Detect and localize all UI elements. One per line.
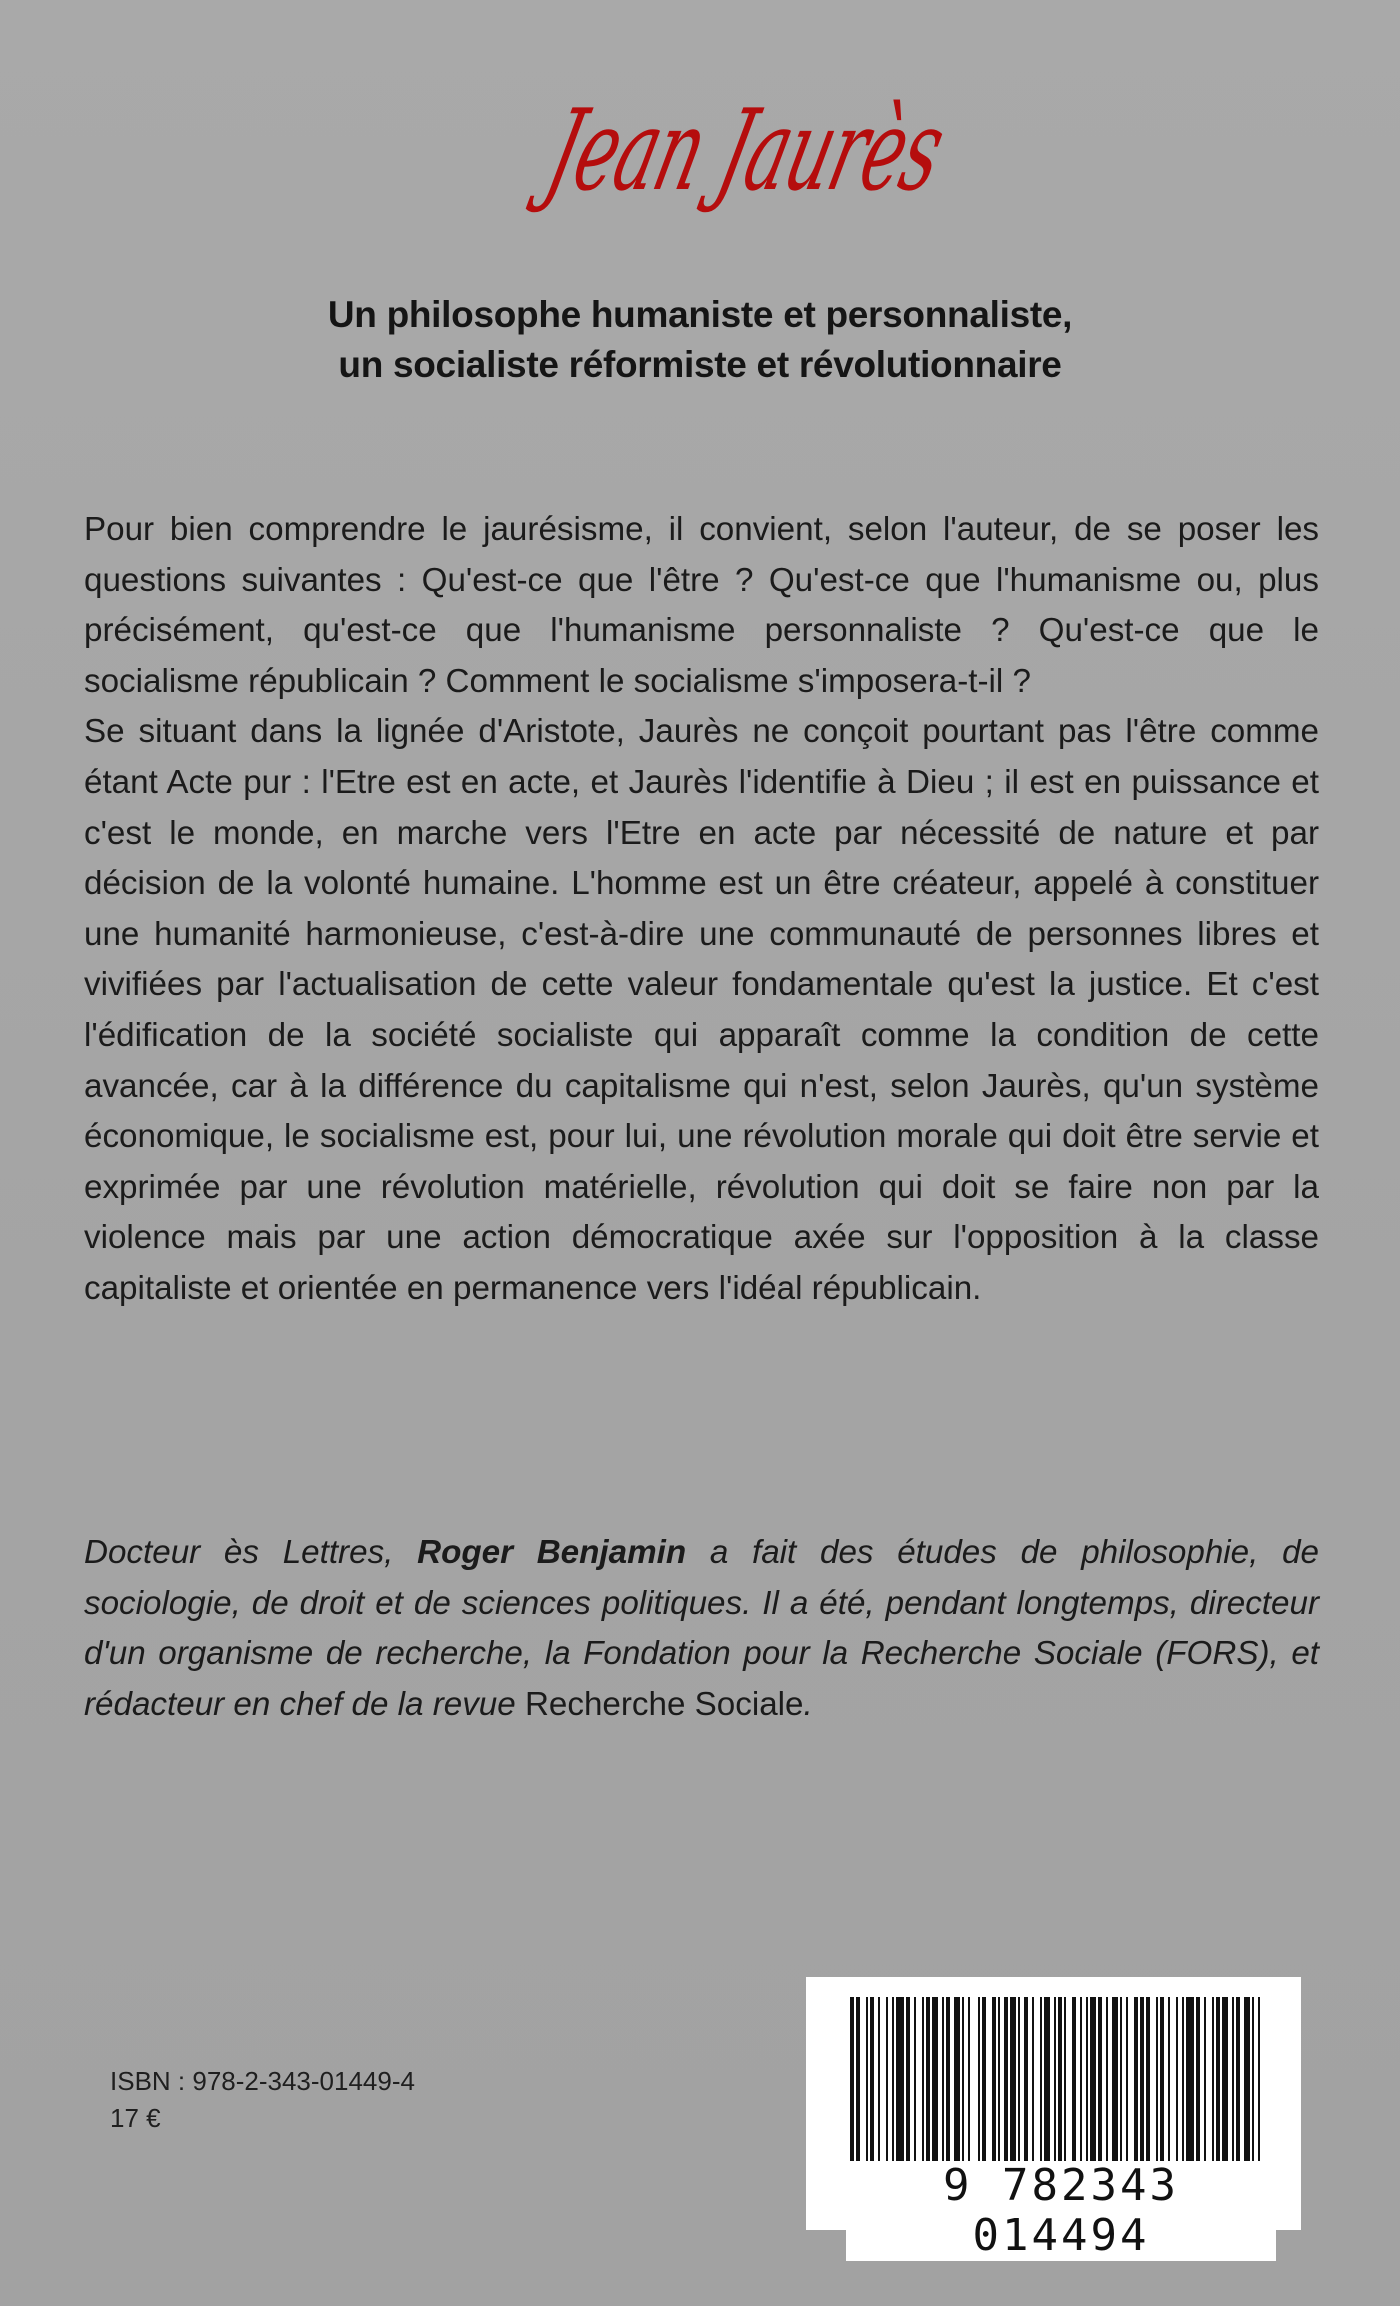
- barcode-bar: [878, 1997, 880, 2165]
- bio-suffix: .: [803, 1685, 813, 1723]
- barcode-bar: [1160, 1997, 1164, 2165]
- barcode-bar: [942, 1997, 944, 2165]
- barcode-bar: [914, 1997, 916, 2165]
- barcode-bar: [1064, 1997, 1066, 2165]
- title-area: [0, 86, 1400, 216]
- barcode-bar: [1168, 1997, 1170, 2165]
- barcode-bar: [866, 1997, 868, 2165]
- barcode-bar: [1040, 1997, 1042, 2165]
- barcode-bar: [1236, 1997, 1240, 2165]
- barcode-bar: [1196, 1997, 1200, 2165]
- barcode-bar: [978, 1997, 980, 2165]
- barcode-bar: [1244, 1997, 1250, 2165]
- book-subtitle: [0, 290, 1400, 390]
- bio-journal: Recherche Sociale: [524, 1685, 804, 1723]
- barcode-bar: [926, 1997, 930, 2165]
- barcode-bar: [1112, 1997, 1118, 2165]
- barcode: [806, 1977, 1301, 2261]
- bio-author-name: Roger Benjamin: [417, 1534, 687, 1571]
- barcode-bar: [1010, 1997, 1016, 2165]
- isbn-text: ISBN : 978-2-343-01449-4: [110, 2066, 415, 2096]
- barcode-bar: [1186, 1997, 1194, 2165]
- price-text: 17 €: [110, 2103, 161, 2133]
- isbn-price-block: [110, 2063, 415, 2137]
- barcode-bar: [1058, 1997, 1062, 2165]
- subtitle-line-2: un socialiste réformiste et révolutionnaire: [338, 344, 1062, 385]
- barcode-bar: [1252, 1997, 1254, 2165]
- barcode-bar: [1024, 1997, 1028, 2165]
- barcode-bar: [1106, 1997, 1108, 2165]
- subtitle-line-1: Un philosophe humaniste et personnaliste,: [327, 294, 1073, 335]
- barcode-bar: [968, 1997, 970, 2165]
- barcode-bar: [992, 1997, 996, 2165]
- summary-text: [84, 505, 1319, 1315]
- barcode-bar: [906, 1997, 910, 2165]
- author-title: Jean Jaurès: [535, 86, 955, 216]
- barcode-bar: [1258, 1997, 1260, 2165]
- bio-text: a fait des études de philosophie, de sociologie, de droit et de sciences politiques. Il a été, pendant longtemps, directeur d'un organisme de recherche, la Fondation pour la Recherche Sociale (FORS), et rédacteur en chef de la revue: [84, 1534, 1319, 1723]
- barcode-bar: [932, 1997, 938, 2165]
- barcode-bar: [1080, 1997, 1082, 2165]
- barcode-bar: [892, 1997, 894, 2165]
- barcode-bar: [1098, 1997, 1102, 2165]
- barcode-bar: [954, 1997, 960, 2165]
- barcode-bar: [1232, 1997, 1234, 2165]
- barcode-bar: [896, 1997, 904, 2165]
- bio-paragraph: [84, 1528, 1319, 1730]
- summary-paragraph-1: Pour bien comprendre le jaurésisme, il convient, selon l'auteur, de se poser les questions suivantes : Qu'est-ce que l'être ? Qu'est-ce que l'humanisme ou, plus précisément, qu'est-ce que l'humanisme personnaliste ? Qu'est-ce que le socialisme républicain ? Comment le socialisme s'imposera-t-il ?: [84, 511, 1319, 700]
- barcode-bar: [1032, 1997, 1034, 2165]
- barcode-bar: [1004, 1997, 1008, 2165]
- barcode-bar: [1212, 1997, 1214, 2165]
- barcode-bar: [1182, 1997, 1184, 2165]
- barcode-bar: [1044, 1997, 1050, 2165]
- barcode-bar: [946, 1997, 950, 2165]
- barcode-bar: [922, 1997, 924, 2165]
- barcode-bar: [1156, 1997, 1158, 2165]
- barcode-bar: [1176, 1997, 1178, 2165]
- summary-paragraph-2: Se situant dans la lignée d'Aristote, Jaurès ne conçoit pourtant pas l'être comme étant Acte pur : l'Etre est en acte, et Jaurès l'identifie à Dieu ; il est en puissance et c'est le monde, en marche vers l'Etre en acte par nécessité de nature et par décision de la volonté humaine. L'homme est un être créateur, appelé à constituer une humanité harmonieuse, c'est-à-dire une communauté de personnes libres et vivifiées par l'actualisation de cette valeur fondamentale qu'est la justice. Et c'est l'édification de la société socialiste qui apparaît comme la condition de cette avancée, car à la différence du capitalisme qui n'est, selon Jaurès, qu'un système économique, le socialisme est, pour lui, une révolution morale qui doit être servie et exprimée par une révolution matérielle, révolution qui doit se faire non par la violence mais par une action démocratique axée sur l'opposition à la classe capitaliste et orientée en permanence vers l'idéal républicain.: [84, 713, 1319, 1307]
- barcode-bar: [1222, 1997, 1228, 2165]
- barcode-bar: [1204, 1997, 1206, 2165]
- barcode-bar: [1018, 1997, 1020, 2165]
- barcode-bar: [870, 1997, 874, 2165]
- barcode-bar: [1126, 1997, 1128, 2165]
- barcode-bar: [1054, 1997, 1056, 2165]
- barcode-bar: [1120, 1997, 1122, 2165]
- barcode-bar: [886, 1997, 888, 2165]
- barcode-bar: [1140, 1997, 1144, 2165]
- barcode-bar: [1086, 1997, 1088, 2165]
- barcode-bar: [962, 1997, 964, 2165]
- bio-prefix: Docteur ès Lettres,: [84, 1534, 418, 1571]
- barcode-bar: [1216, 1997, 1220, 2165]
- barcode-bar: [982, 1997, 986, 2165]
- barcode-bar: [1072, 1997, 1076, 2165]
- barcode-bar: [850, 1997, 854, 2165]
- barcode-bar: [1134, 1997, 1138, 2165]
- barcode-bar: [1090, 1997, 1096, 2165]
- barcode-bar: [856, 1997, 860, 2165]
- barcode-bar: [1146, 1997, 1150, 2165]
- author-bio: [84, 1528, 1319, 1730]
- barcode-bar: [998, 1997, 1000, 2165]
- barcode-digits: 9 782343 014494: [846, 2161, 1276, 2261]
